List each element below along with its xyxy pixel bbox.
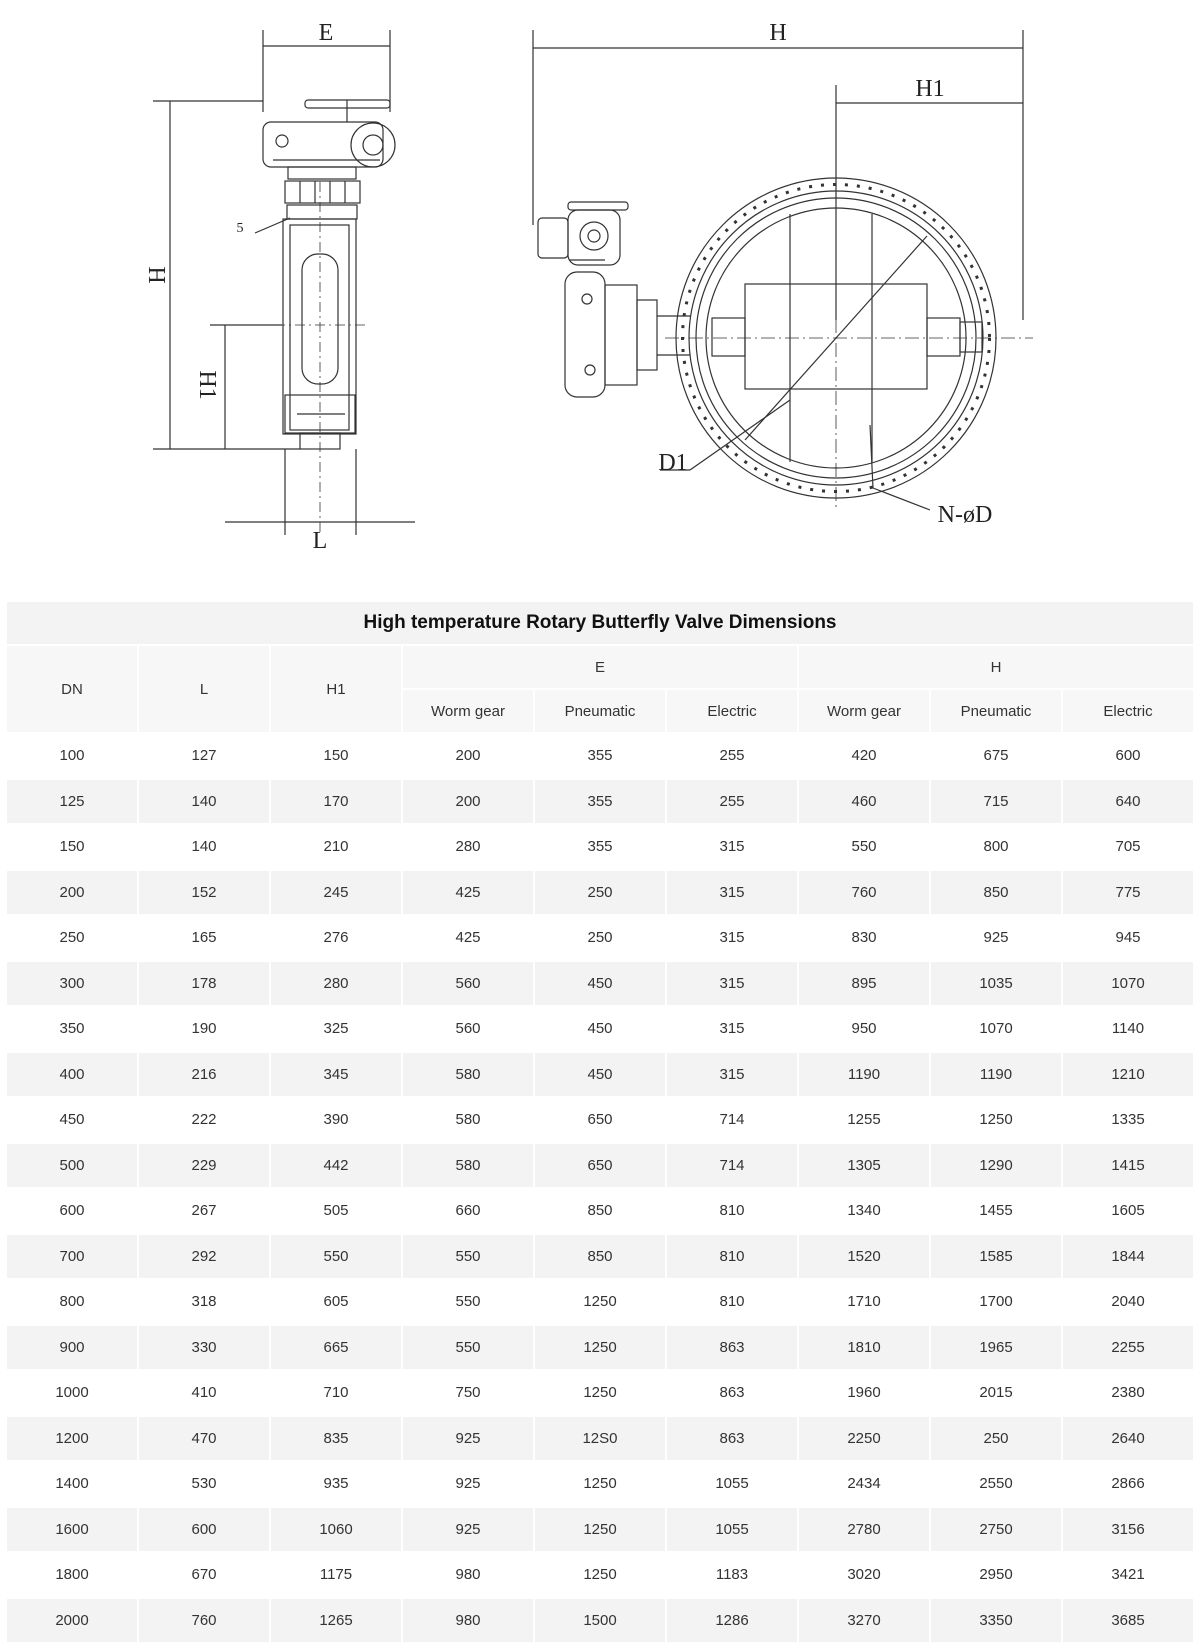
table-cell: 710 xyxy=(271,1371,401,1415)
table-cell: 1340 xyxy=(799,1189,929,1233)
table-cell: 1500 xyxy=(535,1599,665,1643)
table-cell: 600 xyxy=(7,1189,137,1233)
table-cell: 450 xyxy=(535,962,665,1006)
table-cell: 550 xyxy=(403,1326,533,1370)
table-cell: 127 xyxy=(139,734,269,778)
table-cell: 450 xyxy=(7,1098,137,1142)
table-cell: 276 xyxy=(271,916,401,960)
table-cell: 315 xyxy=(667,916,797,960)
table-cell: 1250 xyxy=(931,1098,1061,1142)
table-row xyxy=(7,1599,1193,1643)
table-cell: 505 xyxy=(271,1189,401,1233)
table-cell: 345 xyxy=(271,1053,401,1097)
header-dn: DN xyxy=(7,646,137,732)
table-cell: 100 xyxy=(7,734,137,778)
label-n-od-front: N-øD xyxy=(937,502,993,528)
valve-dimensions-table xyxy=(5,600,1195,1644)
label-h1-side: H1 xyxy=(194,370,220,400)
table-cell: 3685 xyxy=(1063,1599,1193,1643)
table-row xyxy=(7,1235,1193,1279)
table-cell: 715 xyxy=(931,780,1061,824)
table-cell: 280 xyxy=(403,825,533,869)
table-cell: 863 xyxy=(667,1326,797,1370)
table-cell: 410 xyxy=(139,1371,269,1415)
table-cell: 400 xyxy=(7,1053,137,1097)
table-cell: 550 xyxy=(403,1280,533,1324)
table-cell: 425 xyxy=(403,871,533,915)
table-cell: 665 xyxy=(271,1326,401,1370)
table-cell: 863 xyxy=(667,1417,797,1461)
table-row xyxy=(7,1053,1193,1097)
table-cell: 650 xyxy=(535,1098,665,1142)
table-cell: 714 xyxy=(667,1098,797,1142)
table-cell: 420 xyxy=(799,734,929,778)
table-cell: 600 xyxy=(1063,734,1193,778)
table-cell: 1250 xyxy=(535,1462,665,1506)
table-cell: 550 xyxy=(403,1235,533,1279)
table-cell: 355 xyxy=(535,780,665,824)
table-cell: 1605 xyxy=(1063,1189,1193,1233)
table-cell: 2255 xyxy=(1063,1326,1193,1370)
table-cell: 330 xyxy=(139,1326,269,1370)
table-cell: 3270 xyxy=(799,1599,929,1643)
table-cell: 165 xyxy=(139,916,269,960)
table-cell: 460 xyxy=(799,780,929,824)
table-cell: 2380 xyxy=(1063,1371,1193,1415)
table-cell: 580 xyxy=(403,1144,533,1188)
table-row xyxy=(7,825,1193,869)
table-cell: 390 xyxy=(271,1098,401,1142)
table-cell: 925 xyxy=(403,1508,533,1552)
table-cell: 2040 xyxy=(1063,1280,1193,1324)
table-cell: 315 xyxy=(667,1053,797,1097)
table-cell: 1710 xyxy=(799,1280,929,1324)
table-row xyxy=(7,1007,1193,1051)
table-cell: 280 xyxy=(271,962,401,1006)
table-cell: 925 xyxy=(403,1462,533,1506)
table-cell: 1455 xyxy=(931,1189,1061,1233)
table-cell: 1210 xyxy=(1063,1053,1193,1097)
table-cell: 229 xyxy=(139,1144,269,1188)
table-cell: 925 xyxy=(931,916,1061,960)
table-cell: 1965 xyxy=(931,1326,1061,1370)
table-cell: 318 xyxy=(139,1280,269,1324)
header-e: E xyxy=(403,646,797,688)
table-cell: 810 xyxy=(667,1280,797,1324)
table-cell: 222 xyxy=(139,1098,269,1142)
header-h-worm-gear: Worm gear xyxy=(799,690,929,732)
table-cell: 1600 xyxy=(7,1508,137,1552)
side-view xyxy=(153,30,415,535)
table-cell: 1070 xyxy=(931,1007,1061,1051)
label-h1-front: H1 xyxy=(915,76,945,102)
table-cell: 150 xyxy=(271,734,401,778)
table-cell: 2250 xyxy=(799,1417,929,1461)
table-cell: 1175 xyxy=(271,1553,401,1597)
table-cell: 315 xyxy=(667,871,797,915)
header-l: L xyxy=(139,646,269,732)
table-cell: 900 xyxy=(7,1326,137,1370)
table-cell: 1400 xyxy=(7,1462,137,1506)
table-cell: 315 xyxy=(667,962,797,1006)
table-row xyxy=(7,962,1193,1006)
table-cell: 200 xyxy=(7,871,137,915)
table-cell: 3020 xyxy=(799,1553,929,1597)
table-row xyxy=(7,1371,1193,1415)
table-row xyxy=(7,780,1193,824)
table-row xyxy=(7,1508,1193,1552)
table-cell: 3350 xyxy=(931,1599,1061,1643)
table-cell: 1190 xyxy=(931,1053,1061,1097)
table-cell: 810 xyxy=(667,1235,797,1279)
table-cell: 255 xyxy=(667,780,797,824)
table-cell: 1070 xyxy=(1063,962,1193,1006)
table-cell: 1415 xyxy=(1063,1144,1193,1188)
table-cell: 580 xyxy=(403,1098,533,1142)
header-h-pneumatic: Pneumatic xyxy=(931,690,1061,732)
table-cell: 850 xyxy=(535,1189,665,1233)
table-cell: 3421 xyxy=(1063,1553,1193,1597)
table-cell: 1286 xyxy=(667,1599,797,1643)
table-row xyxy=(7,1144,1193,1188)
table-cell: 980 xyxy=(403,1599,533,1643)
table-cell: 1250 xyxy=(535,1553,665,1597)
table-cell: 530 xyxy=(139,1462,269,1506)
table-cell: 775 xyxy=(1063,871,1193,915)
table-cell: 550 xyxy=(271,1235,401,1279)
table-cell: 450 xyxy=(535,1053,665,1097)
table-body xyxy=(7,734,1193,1642)
table-cell: 140 xyxy=(139,780,269,824)
table-cell: 750 xyxy=(403,1371,533,1415)
table-cell: 945 xyxy=(1063,916,1193,960)
table-cell: 200 xyxy=(403,780,533,824)
table-cell: 2780 xyxy=(799,1508,929,1552)
header-e-pneumatic: Pneumatic xyxy=(535,690,665,732)
table-cell: 600 xyxy=(139,1508,269,1552)
table-cell: 1250 xyxy=(535,1280,665,1324)
table-cell: 800 xyxy=(7,1280,137,1324)
table-cell: 560 xyxy=(403,1007,533,1051)
label-part-5: 5 xyxy=(236,221,244,236)
table-cell: 935 xyxy=(271,1462,401,1506)
table-cell: 2015 xyxy=(931,1371,1061,1415)
table-cell: 1000 xyxy=(7,1371,137,1415)
table-cell: 325 xyxy=(271,1007,401,1051)
table-row xyxy=(7,1098,1193,1142)
table-cell: 1305 xyxy=(799,1144,929,1188)
table-cell: 450 xyxy=(535,1007,665,1051)
table-cell: 3156 xyxy=(1063,1508,1193,1552)
table-cell: 1265 xyxy=(271,1599,401,1643)
table-row xyxy=(7,1417,1193,1461)
table-cell: 170 xyxy=(271,780,401,824)
table-cell: 580 xyxy=(403,1053,533,1097)
table-cell: 670 xyxy=(139,1553,269,1597)
table-cell: 660 xyxy=(403,1189,533,1233)
label-d1-front: D1 xyxy=(658,450,688,476)
table-cell: 605 xyxy=(271,1280,401,1324)
table-cell: 500 xyxy=(7,1144,137,1188)
table-cell: 12S0 xyxy=(535,1417,665,1461)
table-cell: 1800 xyxy=(7,1553,137,1597)
table-cell: 315 xyxy=(667,825,797,869)
valve-dimension-drawing xyxy=(0,0,1200,600)
table-cell: 125 xyxy=(7,780,137,824)
label-e-side: E xyxy=(318,20,334,46)
table-cell: 863 xyxy=(667,1371,797,1415)
table-cell: 442 xyxy=(271,1144,401,1188)
table-cell: 1585 xyxy=(931,1235,1061,1279)
table-cell: 250 xyxy=(931,1417,1061,1461)
front-view xyxy=(533,30,1033,510)
table-cell: 1700 xyxy=(931,1280,1061,1324)
table-cell: 2866 xyxy=(1063,1462,1193,1506)
table-cell: 550 xyxy=(799,825,929,869)
table-row xyxy=(7,1326,1193,1370)
table-cell: 925 xyxy=(403,1417,533,1461)
table-cell: 1250 xyxy=(535,1326,665,1370)
table-cell: 2640 xyxy=(1063,1417,1193,1461)
table-cell: 425 xyxy=(403,916,533,960)
table-row xyxy=(7,871,1193,915)
table-cell: 650 xyxy=(535,1144,665,1188)
table-cell: 1960 xyxy=(799,1371,929,1415)
table-cell: 178 xyxy=(139,962,269,1006)
table-row xyxy=(7,734,1193,778)
table-cell: 250 xyxy=(535,916,665,960)
table-row xyxy=(7,1462,1193,1506)
table-cell: 830 xyxy=(799,916,929,960)
table-cell: 2950 xyxy=(931,1553,1061,1597)
table-cell: 1055 xyxy=(667,1508,797,1552)
table-cell: 200 xyxy=(403,734,533,778)
table-cell: 850 xyxy=(535,1235,665,1279)
header-e-electric: Electric xyxy=(667,690,797,732)
header-h: H xyxy=(799,646,1193,688)
table-cell: 950 xyxy=(799,1007,929,1051)
table-cell: 1810 xyxy=(799,1326,929,1370)
table-row xyxy=(7,1553,1193,1597)
table-cell: 267 xyxy=(139,1189,269,1233)
table-cell: 640 xyxy=(1063,780,1193,824)
table-cell: 1250 xyxy=(535,1508,665,1552)
table-cell: 1335 xyxy=(1063,1098,1193,1142)
table-cell: 980 xyxy=(403,1553,533,1597)
header-h1: H1 xyxy=(271,646,401,732)
table-cell: 150 xyxy=(7,825,137,869)
table-row xyxy=(7,1280,1193,1324)
table-cell: 810 xyxy=(667,1189,797,1233)
header-e-worm-gear: Worm gear xyxy=(403,690,533,732)
table-cell: 250 xyxy=(535,871,665,915)
table-cell: 355 xyxy=(535,734,665,778)
table-cell: 2550 xyxy=(931,1462,1061,1506)
label-l-side: L xyxy=(312,528,328,554)
table-cell: 140 xyxy=(139,825,269,869)
table-cell: 2000 xyxy=(7,1599,137,1643)
table-cell: 190 xyxy=(139,1007,269,1051)
table-cell: 850 xyxy=(931,871,1061,915)
table-cell: 1200 xyxy=(7,1417,137,1461)
table-cell: 1520 xyxy=(799,1235,929,1279)
table-cell: 1183 xyxy=(667,1553,797,1597)
table-cell: 300 xyxy=(7,962,137,1006)
table-cell: 255 xyxy=(667,734,797,778)
table-cell: 1844 xyxy=(1063,1235,1193,1279)
table-cell: 675 xyxy=(931,734,1061,778)
table-cell: 315 xyxy=(667,1007,797,1051)
table-row xyxy=(7,1189,1193,1233)
label-h-front: H xyxy=(769,20,787,46)
table-cell: 835 xyxy=(271,1417,401,1461)
table-row xyxy=(7,916,1193,960)
table-cell: 216 xyxy=(139,1053,269,1097)
table-title: High temperature Rotary Butterfly Valve Dimensions xyxy=(7,602,1193,644)
table-cell: 700 xyxy=(7,1235,137,1279)
table-cell: 1255 xyxy=(799,1098,929,1142)
table-cell: 470 xyxy=(139,1417,269,1461)
table-cell: 1140 xyxy=(1063,1007,1193,1051)
table-cell: 560 xyxy=(403,962,533,1006)
table-cell: 292 xyxy=(139,1235,269,1279)
table-cell: 895 xyxy=(799,962,929,1006)
table-cell: 800 xyxy=(931,825,1061,869)
table-cell: 250 xyxy=(7,916,137,960)
table-cell: 705 xyxy=(1063,825,1193,869)
table-cell: 1190 xyxy=(799,1053,929,1097)
table-cell: 714 xyxy=(667,1144,797,1188)
table-cell: 1250 xyxy=(535,1371,665,1415)
header-h-electric: Electric xyxy=(1063,690,1193,732)
table-cell: 152 xyxy=(139,871,269,915)
table-cell: 2434 xyxy=(799,1462,929,1506)
table-cell: 1055 xyxy=(667,1462,797,1506)
table-cell: 350 xyxy=(7,1007,137,1051)
label-h-side: H xyxy=(143,266,169,284)
table-cell: 245 xyxy=(271,871,401,915)
table-cell: 760 xyxy=(139,1599,269,1643)
table-cell: 2750 xyxy=(931,1508,1061,1552)
table-cell: 210 xyxy=(271,825,401,869)
table-cell: 760 xyxy=(799,871,929,915)
table-cell: 355 xyxy=(535,825,665,869)
table-cell: 1035 xyxy=(931,962,1061,1006)
table-cell: 1060 xyxy=(271,1508,401,1552)
table-cell: 1290 xyxy=(931,1144,1061,1188)
